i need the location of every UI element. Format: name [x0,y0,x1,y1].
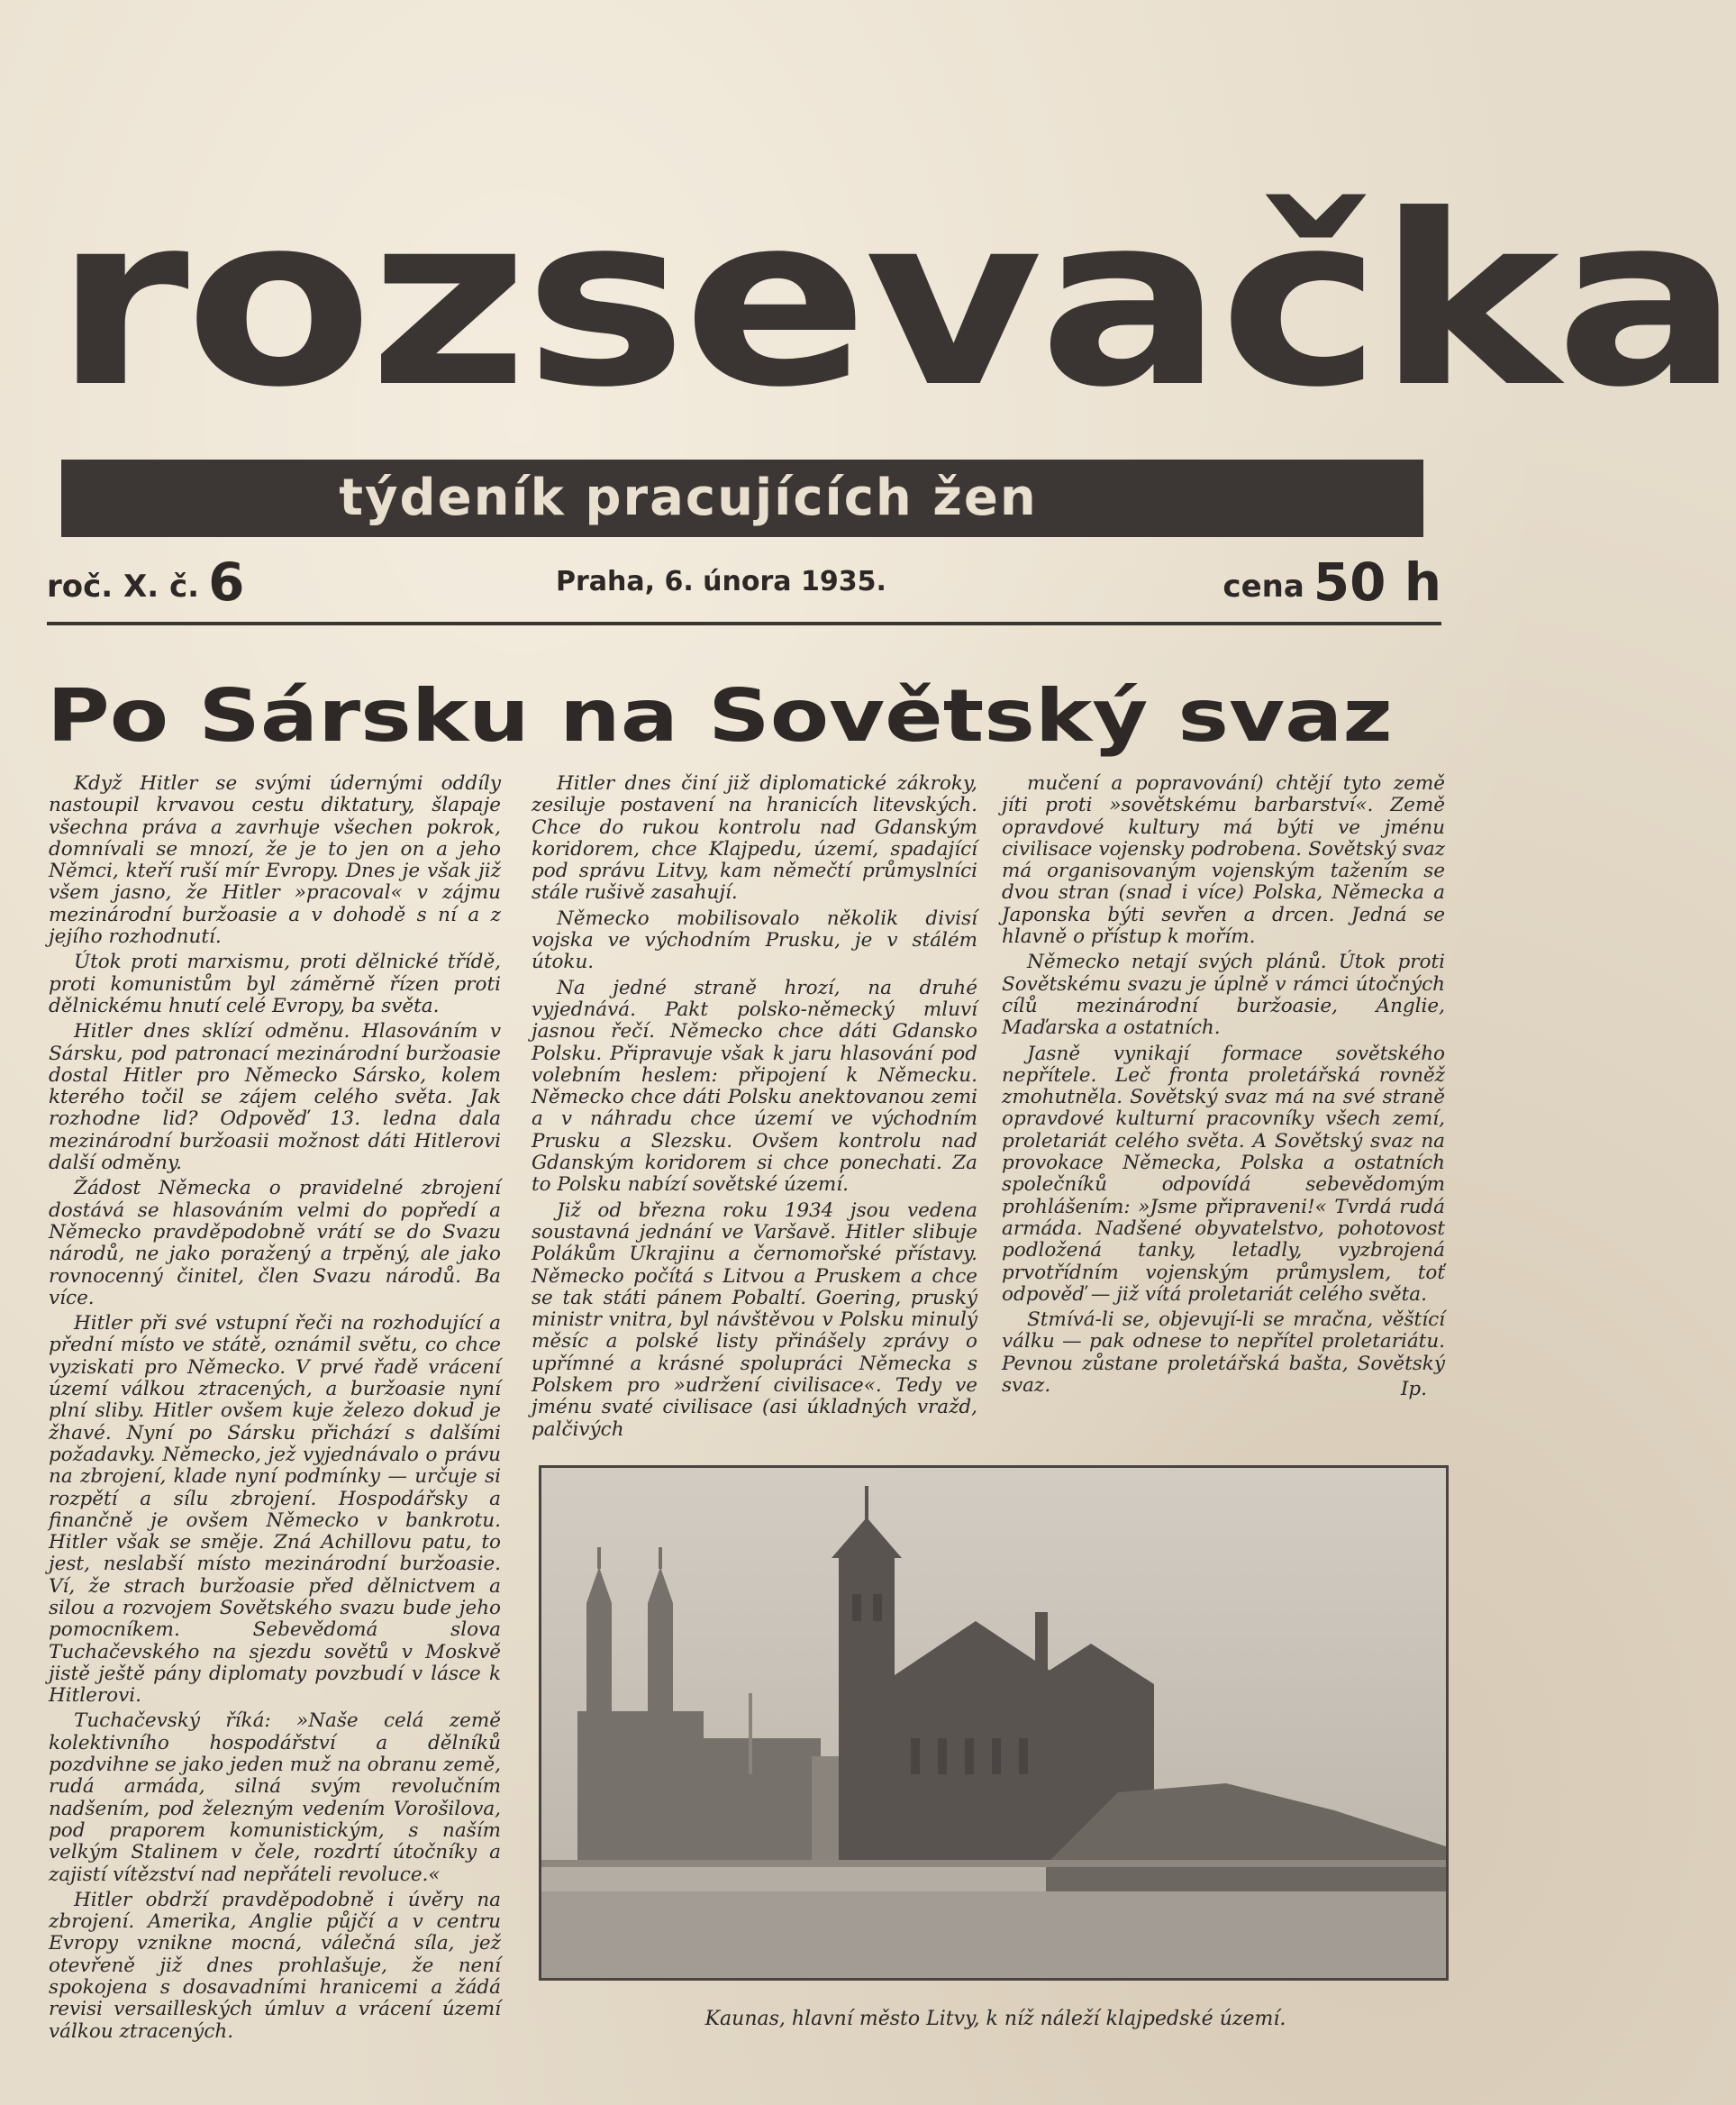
dateline: Praha, 6. února 1935. [556,566,886,597]
masthead-subtitle: týdeník pracujících žen [339,469,1038,527]
paragraph: Německo netají svých plánů. Útok proti Sovětskému svazu je úplně v rámci útočných cílů mezinárodní buržoasie, Anglie, Maďarska a ostatních. [1002,951,1445,1040]
paragraph: Hitler dnes činí již diplomatické zákroky, zesiluje postavení na hranicích litevských. Chce do rukou kontrolu nad Gdanským koridorem, chce Klajpedu, území, spadající pod správu Litvy, kam němečtí průmyslníci stále rušivě zasahují. [532,772,977,905]
masthead-title: rozsevačka [54,164,1736,439]
article-column-1 [49,773,501,2046]
paragraph: Hitler obdrží pravděpodobně i úvěry na zbrojení. Amerika, Anglie půjčí a v centru Evropy vznikne mocná, válečná síla, jež otevřeně již dnes prohlašuje, že není spokojena s dosavadními hranicemi a žádá revisi versailleských úmluv a vrácení území válkou ztracených. [49,1888,501,2043]
paragraph: Když Hitler se svými údernými oddíly nastoupil krvavou cestu diktatury, šlapaje všechna práva a zavrhuje všechen pokrok, domnívali se mnozí, že je to jen on a jeho Němci, kteří ruší mír Evropy. Dnes je však již všem jasno, že Hitler »pracoval« v zájmu mezinárodní buržoasie a v dohodě s ní a z jejího rozhodnutí. [49,772,501,949]
photo-kaunas [539,1465,1449,1981]
photo-image [541,1468,1446,1978]
paragraph: Útok proti marxismu, proti dělnické třídě, proti komunistům byl záměrně řízen proti dělnickému hnutí celé Evropy, ba světa. [49,951,501,1017]
price-value: 50 h [1313,551,1441,613]
paragraph: Již od března roku 1934 jsou vedena soustavná jednání ve Varšavě. Hitler slibuje Polákům Ukrajinu a černomořské přístavy. Německo počítá s Litvou a Pruskem a chce se tak státi pánem Pobaltí. Goering, pruský ministr vnitra, byl návštěvou v Polsku minulý měsíc a polské listy přinášely zprávy o upřímné a krásné spolupráci Německa s Polskem pro »udržení civilisace«. Tedy ve jménu svaté civilisace (asi úkladných vražd, palčivých [532,1198,977,1441]
paragraph: Hitler dnes sklízí odměnu. Hlasováním v Sársku, pod patronací mezinárodní buržoasie dostal Hitler pro Německo Sársko, kolem kterého točil se zájem celého světa. Jak rozhodne lid? Odpověď 13. ledna dala mezinárodní buržoasii možnost dáti Hitlerovi další odměny. [49,1020,501,1175]
paragraph: mučení a popravování) chtějí tyto země jíti proti »sovětskému barbarství«. Země opravdové kultury má býti ve jménu civilisace vojensky podrobena. Sovětský svaz má organisovaným vojenským tažením se dvou stran (snad i více) Polska, Německa a Japonska býti sevřen a drcen. Jedná se hlavně o přístup k mořím. [1002,772,1445,949]
article-column-2 [532,773,977,1444]
paragraph: Žádost Německa o pravidelné zbrojení dostává se hlasováním velmi do popředí a Německo pravděpodobně vrátí se do Svazu národů, ne jako poražený a trpěný, ale jako rovnocenný činitel, člen Svazu národů. Ba více. [49,1177,501,1309]
divider [47,622,1441,625]
paragraph: Německo mobilisovalo několik divisí vojska ve východním Prusku, je v stálém útoku. [532,907,977,974]
paragraph: Jasně vynikají formace sovětského nepřítele. Leč fronta proletářská rovněž zmohutněla. Sovětský svaz má na své straně opravdové kulturní pracovníky všech zemí, proletariát celého světa. A Sovětský svaz na provokace Německa, Polska a ostatních společníků odpovídá sebevědomým prohlášením: »Jsme připraveni!« Tvrdá rudá armáda. Nadšené obyvatelstvo, pohotovost podložená tanky, letadly, vyzbrojená prvotřídním vojenským průmyslem, toť odpověď — již vítá proletariát celého světa. [1002,1042,1445,1306]
issue-line [47,541,1441,622]
price-label: cena [1222,569,1304,605]
paragraph: Na jedné straně hrozí, na druhé vyjednává. Pakt polsko-německý mluví jasnou řečí. Německo chce dáti Gdansko Polsku. Připravuje však k jaru hlasování pod volebním heslem: připojení k Německu. Německo chce dáti Polsku anektovanou zemi a v náhradu chce území ve východním Prusku a Slezsku. Ovšem kontrolu nad Gdanským koridorem si chce ponechati. Za to Polsku nabízí sovětské území. [532,976,977,1197]
article-headline: Po Sársku na Sovětský svaz [47,674,1393,758]
issue-number [47,551,244,613]
paragraph: Stmívá-li se, objevují-li se mračna, věštící válku — pak odnese to nepřítel proletariátu. Pevnou zůstane proletářská bašta, Sovětský svaz. [1002,1308,1445,1398]
paragraph: Tuchačevský říká: »Naše celá země kolektivního hospodářství a dělníků pozdvihne se jako jeden muž na obranu země, rudá armáda, silná svým revolučním nadšením, pod železným vedením Vorošilova, pod praporem komunistickým, s naším velkým Stalinem v čele, rozdrtí útočníky a zajistí vítězství nad nepřáteli revoluce.« [49,1709,501,1886]
masthead-subtitle-bar [61,460,1423,537]
article-column-3 [1002,773,1445,1401]
price [1222,551,1441,613]
paragraph: Hitler při své vstupní řeči na rozhodující a přední místo ve státě, oznámil světu, co chce vyziskati pro Německo. V prvé řadě vrácení území válkou ztracených, a buržoasie nyní plní sliby. Hitler ovšem kuje železo dokud je žhavé. Nyní po Sársku přichází s dalšími požadavky. Německo, jež vyjednávalo o právu na zbrojení, klade nyní podmínky — určuje si rozpětí a sílu zbrojení. Hospodářsky a finančně je ovšem Německo v bankrotu. Hitler však se směje. Zná Achillovu patu, to jest, neslabší místo mezinárodní buržoasie. Ví, že strach buržoasie před dělnictvem a silou a rozvojem Sovětského svazu bude jeho pomocníkem. Sebevědomá slova Tuchačevského na sjezdu sovětů v Moskvě jistě ještě pány diplomaty povzbudí v lásce k Hitlerovi. [49,1312,501,1708]
issue-number-value: 6 [208,551,245,613]
photo-caption: Kaunas, hlavní město Litvy, k níž náleží klajpedské území. [704,2008,1286,2030]
issue-number-label: roč. X. č. [47,569,200,605]
author-signature: Ip. [1400,1378,1427,1401]
